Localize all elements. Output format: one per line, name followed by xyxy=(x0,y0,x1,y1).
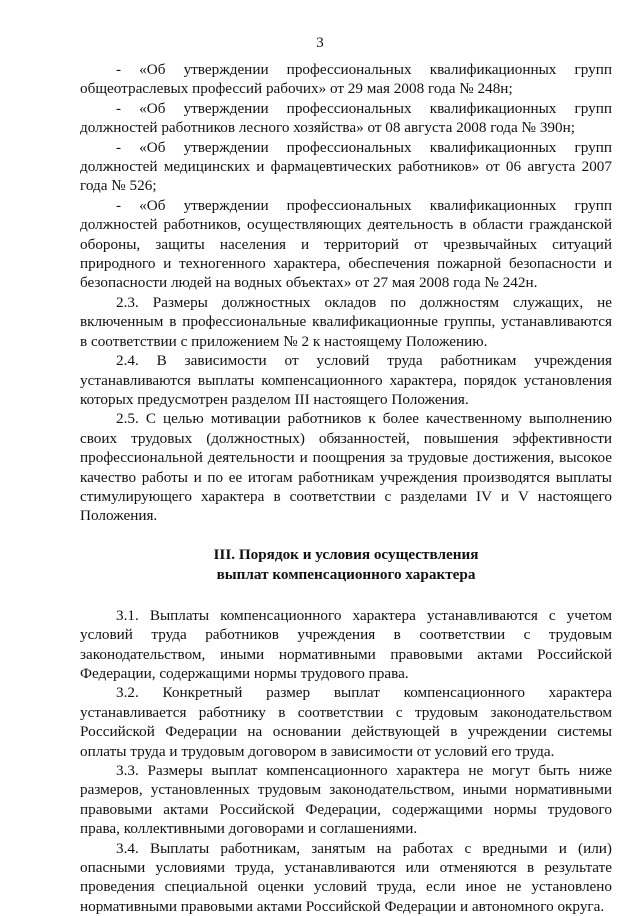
paragraph-3-3: 3.3. Размеры выплат компенсационного характера не могут быть ниже размеров, установленных трудовым законодательством, иными нормативными правовыми актами Российской Федерации, содержащими нормы трудового права, коллективными договорами и соглашениями. xyxy=(80,762,612,838)
list-item: - «Об утверждении профессиональных квалификационных групп должностей работников, осуществляющих деятельность в области гражданской обороны, защиты населения и территорий от чрезвычайных ситуаций природного и техногенного характера, обеспечения пожарной безопасности и безопасности людей на водных объектах» от 27 мая 2008 года № 242н. xyxy=(80,196,612,292)
paragraph-3-1: 3.1. Выплаты компенсационного характера устанавливаются с учетом условий труда работников учреждения в соответствии с трудовым законодательством, иными нормативными правовыми актами Российской Федерации, содержащими нормы трудового права. xyxy=(80,606,612,682)
paragraph-3-2: 3.2. Конкретный размер выплат компенсационного характера устанавливается работнику в соответствии с трудовым законодательством Российской Федерации на основании действующей в учреждении системы оплаты труда и трудовым договором в зависимости от условий его труда. xyxy=(80,684,612,760)
section-heading xyxy=(80,545,612,585)
list-item: - «Об утверждении профессиональных квалификационных групп должностей медицинских и фармацевтических работников» от 06 августа 2007 года № 526; xyxy=(80,138,612,195)
paragraph-2-3: 2.3. Размеры должностных окладов по должностям служащих, не включенным в профессиональные квалификационные группы, устанавливаются в соответствии с приложением № 2 к настоящему Положению. xyxy=(80,293,612,350)
paragraph-3-4: 3.4. Выплаты работникам, занятым на работах с вредными и (или) опасными условиями труда, устанавливаются или отменяются в результате проведения специальной оценки условий труда, если иное не установлено нормативными правовыми актами Российской Федерации и автономного округа. xyxy=(80,839,612,915)
list-item: - «Об утверждении профессиональных квалификационных групп общеотраслевых профессий рабочих» от 29 мая 2008 года № 248н; xyxy=(80,61,612,98)
document-body xyxy=(80,60,612,916)
paragraph-2-5: 2.5. С целью мотивации работников к более качественному выполнению своих трудовых (должностных) обязанностей, повышения эффективности профессиональной деятельности и поощрения за трудовые достижения, высокое качество работы и по ее итогам работникам учреждения производятся выплаты стимулирующего характера в соответствии с разделами IV и V настоящего Положения. xyxy=(80,410,612,525)
list-item: - «Об утверждении профессиональных квалификационных групп должностей работников лесного хозяйства» от 08 августа 2008 года № 390н; xyxy=(80,99,612,137)
page-number: 3 xyxy=(316,35,324,51)
section-heading-line: III. Порядок и условия осуществления xyxy=(213,545,479,563)
section-heading-line: выплат компенсационного характера xyxy=(216,565,476,583)
paragraph-2-4: 2.4. В зависимости от условий труда работникам учреждения устанавливаются выплаты компенсационного характера, порядок установления которых предусмотрен разделом III настоящего Положения. xyxy=(80,352,612,408)
